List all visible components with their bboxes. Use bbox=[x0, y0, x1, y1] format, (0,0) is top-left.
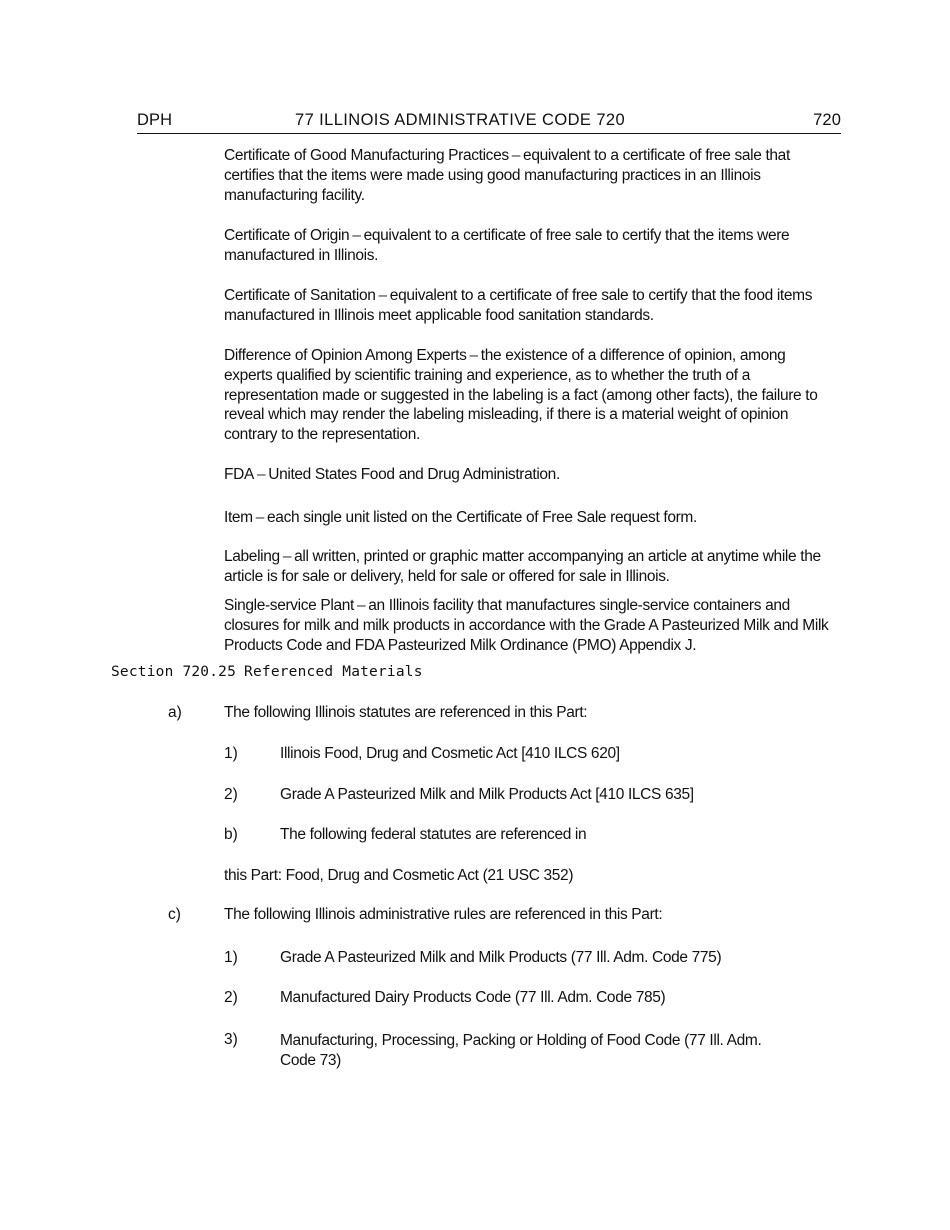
list-text-a: The following Illinois statutes are referenced in this Part: bbox=[224, 704, 588, 721]
definition-dash: – bbox=[378, 287, 387, 304]
list-label-c: c) bbox=[168, 906, 181, 923]
list-label-a: a) bbox=[168, 704, 182, 721]
definition-text: all written, printed or graphic matter accompanying an article at anytime while the article is for sale or delivery, held for sale or offered for sale in Illinois. bbox=[224, 548, 821, 585]
definition-text: equivalent to a certificate of free sale to certify that the items were manufactured in Illinois. bbox=[224, 227, 790, 264]
definition-term: Certificate of Good Manufacturing Practices bbox=[224, 147, 509, 164]
definition-term: Labeling bbox=[224, 548, 280, 565]
header-title: 77 ILLINOIS ADMINISTRATIVE CODE 720 bbox=[295, 111, 626, 129]
list-text-c1: Grade A Pasteurized Milk and Milk Products (77 Ill. Adm. Code 775) bbox=[280, 949, 722, 966]
list-label-c1: 1) bbox=[224, 949, 238, 966]
definition-difference-of-opinion bbox=[224, 346, 834, 445]
list-text-c: The following Illinois administrative rules are referenced in this Part: bbox=[224, 906, 663, 923]
definition-text: each single unit listed on the Certificate of Free Sale request form. bbox=[267, 509, 697, 526]
definition-fda bbox=[224, 465, 834, 485]
definition-certificate-sanitation bbox=[224, 286, 834, 326]
definition-term: FDA bbox=[224, 466, 254, 483]
list-text-c3: Manufacturing, Processing, Packing or Holding of Food Code (77 Ill. Adm. Code 73) bbox=[280, 1032, 762, 1069]
list-label-b: b) bbox=[224, 826, 238, 843]
list-text-c2: Manufactured Dairy Products Code (77 Ill. Adm. Code 785) bbox=[280, 989, 666, 1006]
definition-dash: – bbox=[255, 509, 265, 526]
definition-term: Certificate of Origin bbox=[224, 227, 350, 244]
definition-item bbox=[224, 508, 834, 528]
section-heading bbox=[111, 664, 423, 680]
definition-text: equivalent to a certificate of free sale to certify that the food items manufactured in Illinois meet applicable food sanitation standards. bbox=[224, 287, 813, 324]
list-label-c2: 2) bbox=[224, 989, 238, 1006]
header-agency: DPH bbox=[137, 111, 173, 129]
definition-certificate-origin bbox=[224, 226, 834, 266]
page-header bbox=[137, 111, 841, 134]
definition-dash: – bbox=[352, 227, 361, 244]
list-text-a1: Illinois Food, Drug and Cosmetic Act [410 ILCS 620] bbox=[280, 745, 620, 762]
definition-single-service-plant bbox=[224, 596, 834, 655]
definition-dash: – bbox=[469, 347, 478, 364]
definition-text: an Illinois facility that manufactures single-service containers and closures for milk and milk products in accordance with the Grade A Pasteurized Milk and Milk Products Code and FDA Pasteurized Milk Ordinance (PMO) Appendix J. bbox=[224, 597, 829, 654]
list-text-b: The following federal statutes are referenced in bbox=[280, 826, 587, 843]
definition-dash: – bbox=[511, 147, 521, 164]
definition-dash: – bbox=[356, 597, 366, 614]
definition-term: Difference of Opinion Among Experts bbox=[224, 347, 467, 364]
definition-term: Item bbox=[224, 509, 253, 526]
definition-dash: – bbox=[256, 466, 266, 483]
definition-labeling bbox=[224, 547, 834, 587]
list-label-c3: 3) bbox=[224, 1031, 238, 1048]
list-label-a2: 2) bbox=[224, 786, 238, 803]
definition-dash: – bbox=[282, 548, 292, 565]
section-number: Section 720.25 bbox=[111, 664, 237, 680]
definition-term: Single-service Plant bbox=[224, 597, 354, 614]
list-text-a2: Grade A Pasteurized Milk and Milk Products Act [410 ILCS 635] bbox=[280, 786, 694, 803]
list-text-b-continued: this Part: Food, Drug and Cosmetic Act (21 USC 352) bbox=[224, 867, 574, 884]
list-label-a1: 1) bbox=[224, 745, 238, 762]
header-part-number: 720 bbox=[813, 111, 841, 129]
definition-term: Certificate of Sanitation bbox=[224, 287, 376, 304]
definition-certificate-gmp bbox=[224, 146, 834, 205]
definition-text: United States Food and Drug Administration. bbox=[268, 466, 560, 483]
definition-text: the existence of a difference of opinion, among experts qualified by scientific training and experience, as to whether the truth of a representation made or suggested in the labeling is a fact (among other facts), the failure to reveal which may render the labeling misleading, if there is a material weight of opinion contrary to the representation. bbox=[224, 347, 818, 444]
section-title: Referenced Materials bbox=[244, 664, 423, 680]
definition-text: equivalent to a certificate of free sale that certifies that the items were made using good manufacturing practices in an Illinois manufacturing facility. bbox=[224, 147, 790, 204]
